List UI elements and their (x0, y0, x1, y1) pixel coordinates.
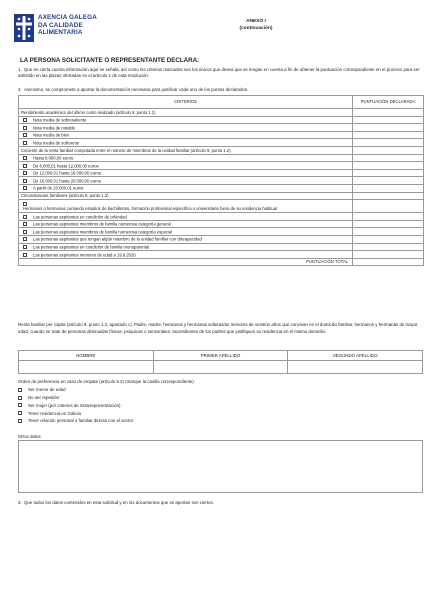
col-header-name: NOMBRE (19, 351, 154, 361)
criteria-item-label: A partir de 20.000,01 euros (33, 185, 84, 191)
other-data-textarea[interactable] (18, 440, 423, 493)
declaration-2-number: 2. (18, 87, 22, 92)
criteria-group-title: Rendimiento académico del último curso realizado (artículo 9, punto 1.1) (19, 109, 353, 117)
criteria-header: CRITERIOS (19, 96, 353, 109)
criteria-item-label: De 16.000,01 hasta 20.000,00 euros (33, 178, 101, 184)
score-cell[interactable] (353, 235, 424, 243)
declaration-3-text: Que todos los datos contenidos en esta solicitud y en los documentos que se aportan son ciertos. (24, 500, 214, 505)
criteria-item-label: Las personas aspirantes miembros de familia numerosa categoría especial (33, 229, 173, 235)
score-cell[interactable] (353, 146, 424, 154)
score-cell[interactable] (353, 243, 424, 251)
criteria-group-title: Cociente de la renta familiar computada entre el número de miembros de la unidad familiar (artículo 9, punto 1.2) (19, 146, 353, 154)
criteria-checkbox[interactable] (23, 186, 27, 190)
criteria-item-label: Las personas aspirantes menores de edad a 19.6.2026 (33, 251, 136, 257)
criteria-item (19, 243, 353, 251)
annex-title: ANEXO I (246, 19, 266, 24)
tiebreak-label: Ser menor de edad (28, 387, 66, 393)
score-cell[interactable] (353, 228, 424, 236)
criteria-group-title: Circunstancias familiares (artículo 9, punto 1.3) (19, 192, 353, 200)
declaration-1-number: 1. (18, 67, 22, 72)
score-cell[interactable] (353, 109, 424, 117)
tiebreak-option (18, 417, 133, 425)
criteria-item (19, 184, 353, 192)
criteria-item-label: De 12.000,01 hasta 16.000,00 euros (33, 170, 101, 176)
other-data-label: Otros datos (18, 434, 41, 439)
criteria-item (19, 177, 353, 185)
criteria-item (19, 251, 353, 259)
tiebreak-checkbox[interactable] (18, 403, 22, 407)
section-title: LA PERSONA SOLICITANTE O REPRESENTANTE DECLARA: (20, 57, 200, 64)
declaration-1 (18, 67, 422, 78)
declaration-2-text: Asimismo, se compromete a aportar la documentación necesaria para justificar cada uno de los puntos declarados. (24, 87, 249, 92)
criteria-checkbox[interactable] (23, 253, 27, 257)
criteria-item-label: Nota media de bien (33, 132, 70, 138)
criteria-item (19, 154, 353, 162)
tiebreak-label: Tener relación personal o familiar directa con el sector (28, 418, 134, 424)
total-score-cell[interactable] (353, 258, 424, 266)
annex-subtitle: (continuación) (239, 25, 273, 31)
score-header: PUNTUACIÓN DECLARADA (353, 96, 424, 109)
criteria-item-label: Las personas aspirantes que tengan algún miembro de la unidad familiar con discapacidad (33, 236, 202, 242)
tiebreak-option (18, 409, 133, 417)
criteria-checkbox[interactable] (23, 215, 27, 219)
total-score-label: PUNTUACIÓN TOTAL (19, 258, 353, 266)
tiebreak-option (18, 386, 133, 394)
criteria-item-label: De 8.000,01 hasta 12.000,00 euros (33, 162, 99, 168)
criteria-item (19, 200, 353, 213)
criteria-checkbox[interactable] (23, 141, 27, 145)
criteria-checkbox[interactable] (23, 118, 27, 122)
criteria-checkbox[interactable] (23, 179, 27, 183)
criteria-item (19, 162, 353, 170)
score-cell[interactable] (353, 116, 424, 124)
renta-paragraph: Renta familiar per cápita (artículo 9, punto 1.2, apartado c). Padre, madre, hermanos y hermanas solteras/as menores de veintiún años que convivan en el domicilio familiar, hermanos y hermanas de mayor edad, cuando se trate de personas diminuidas físicas, psíquicas o sensoriales; ascendientes de los padres que justifiquen su residencia en el mismo domicilio (18, 322, 418, 334)
tiebreak-label: Ser mujer (por criterios de intrarrepresentación) (28, 402, 121, 408)
second-surname-cell[interactable] (288, 361, 423, 374)
score-cell[interactable] (353, 177, 424, 185)
score-cell[interactable] (353, 154, 424, 162)
first-surname-cell[interactable] (153, 361, 288, 374)
tiebreak-label: Tener residencia en Galicia (28, 410, 81, 416)
score-cell[interactable] (353, 213, 424, 221)
tiebreak-option (18, 394, 133, 402)
criteria-item (19, 220, 353, 228)
criteria-table (18, 95, 424, 266)
score-cell[interactable] (353, 131, 424, 139)
tiebreak-list (18, 386, 133, 425)
agency-name (38, 14, 97, 37)
criteria-item (19, 235, 353, 243)
score-cell[interactable] (353, 124, 424, 132)
criteria-checkbox[interactable] (23, 156, 27, 160)
name-cell[interactable] (19, 361, 154, 374)
criteria-item-label: Las personas aspirantes en condición de familia monoparental (33, 244, 150, 250)
criteria-checkbox[interactable] (23, 164, 27, 168)
criteria-item-label: Nota media de suficiente (33, 140, 80, 146)
col-header-second-surname: SEGUNDO APELLIDO (288, 351, 423, 361)
criteria-checkbox[interactable] (23, 171, 27, 175)
agency-name-line-2: DA CALIDADE (38, 21, 83, 29)
declaration-3-number: 3. (18, 500, 22, 505)
tiebreak-option (18, 402, 133, 410)
criteria-item (19, 124, 353, 132)
criteria-item-label: Nota media de notable (33, 124, 76, 130)
criteria-item (19, 213, 353, 221)
criteria-item (19, 139, 353, 147)
criteria-checkbox[interactable] (23, 222, 27, 226)
score-cell[interactable] (353, 162, 424, 170)
score-cell[interactable] (353, 220, 424, 228)
criteria-item (19, 116, 353, 124)
agency-name-line-3: ALIMENTARIA (38, 29, 83, 37)
score-cell[interactable] (353, 169, 424, 177)
criteria-checkbox[interactable] (23, 230, 27, 234)
tiebreak-checkbox[interactable] (18, 388, 22, 392)
criteria-item-label: Nota media de sobresaliente (33, 117, 87, 123)
agency-logo (14, 14, 97, 42)
family-members-table (18, 350, 423, 374)
tiebreak-checkbox[interactable] (18, 419, 22, 423)
criteria-checkbox[interactable] (23, 245, 27, 249)
criteria-item-label: Hermanos o hermanas cursando estudios de bachillerato, formación profesional específica o universitaria fuera de su residencia habitual (23, 206, 277, 212)
criteria-checkbox[interactable] (23, 237, 27, 241)
tiebreak-title: Orden de preferencia en caso de empate (artículo 9.2) (marque la casilla correspondiente) (18, 379, 194, 384)
tiebreak-label: No ser repetidor (28, 394, 60, 400)
page-header (14, 14, 425, 54)
criteria-checkbox[interactable] (23, 126, 27, 130)
criteria-checkbox[interactable] (23, 133, 27, 137)
criteria-item (19, 131, 353, 139)
tiebreak-checkbox[interactable] (18, 411, 22, 415)
col-header-first-surname: PRIMER APELLIDO (153, 351, 288, 361)
score-cell[interactable] (353, 184, 424, 192)
declaration-1-text: Que en cierta cuenta información aquí se señala, así como los criterios marcados son los únicos que desea que se tengan en cuenta a fin de obtener la puntuación correspondiente en el proceso para ser admitido en las plazas ofertadas en el artículo 1 de esta resolución. (18, 67, 420, 78)
criteria-item-label: Las personas aspirantes miembros de familia numerosa categoría general (33, 221, 171, 227)
criteria-item (19, 169, 353, 177)
score-cell[interactable] (353, 192, 424, 200)
score-cell[interactable] (353, 139, 424, 147)
score-cell[interactable] (353, 200, 424, 213)
annex-heading (211, 19, 301, 33)
criteria-item (19, 228, 353, 236)
declaration-2 (18, 87, 422, 93)
galician-cross-logo-icon (14, 14, 34, 42)
criteria-item-label: Hasta 8.000,00 euros (33, 155, 74, 161)
declaration-3 (18, 500, 423, 506)
tiebreak-checkbox[interactable] (18, 396, 22, 400)
score-cell[interactable] (353, 251, 424, 259)
table-row (19, 361, 423, 374)
agency-name-line-1: AXENCIA GALEGA (38, 14, 97, 21)
criteria-item-label: Las personas aspirantes en condición de orfandad (33, 213, 127, 219)
